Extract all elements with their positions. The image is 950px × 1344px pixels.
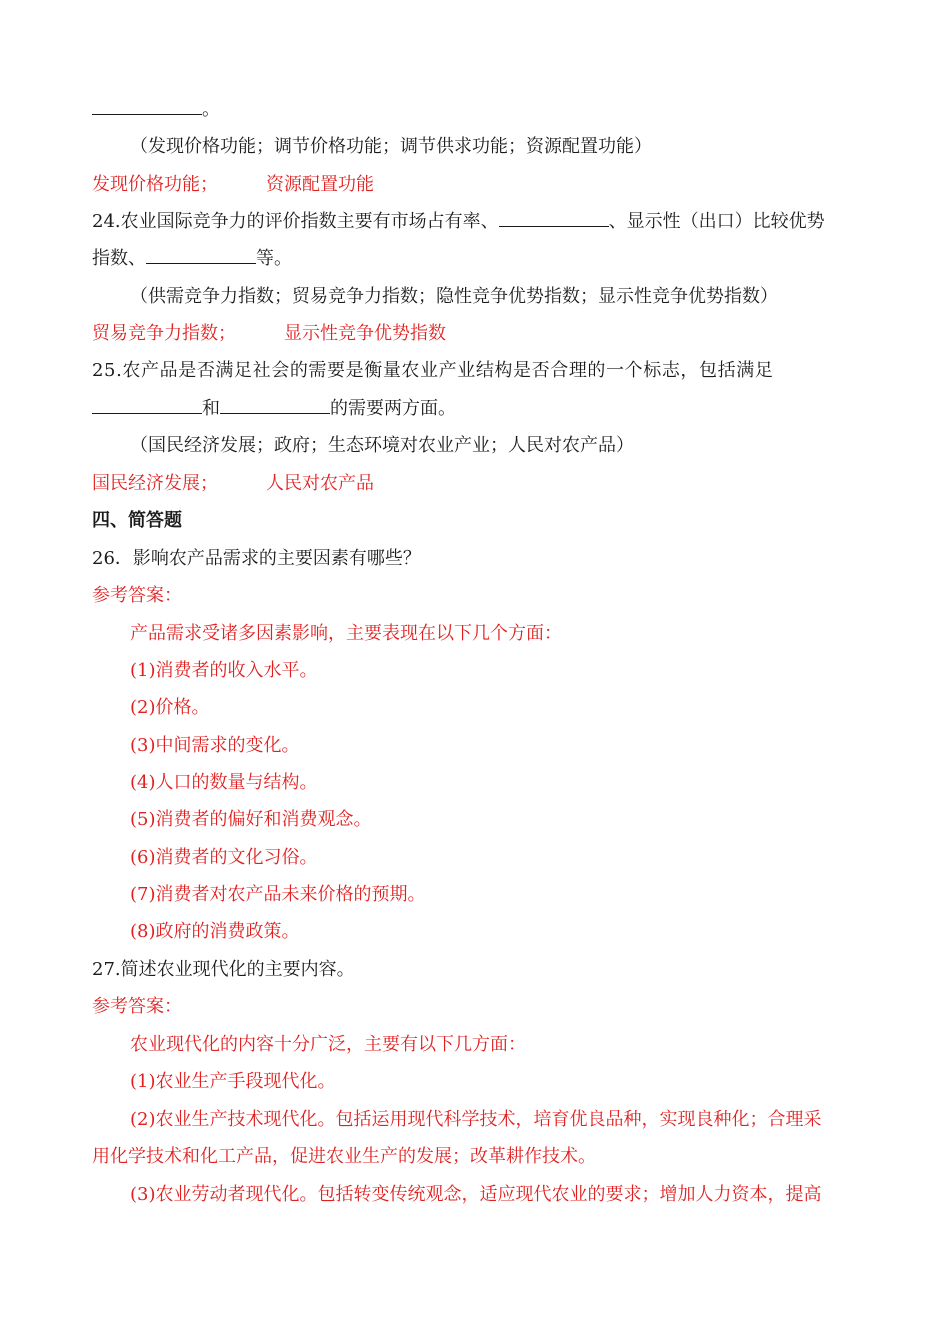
q24-text-b: 、显示性（出口）比较优势 xyxy=(608,211,825,232)
q23-answer xyxy=(92,171,860,199)
q27-ref-label: 参考答案： xyxy=(92,996,182,1017)
q24-line-2 xyxy=(92,245,860,273)
q26-item: (5)消费者的偏好和消费观念。 xyxy=(130,809,372,830)
q24-text-c: 指数、 xyxy=(92,248,146,269)
q24-text-d: 等。 xyxy=(256,248,292,269)
q27-item: (2)农业生产技术现代化。包括运用现代科学技术，培育优良品种，实现良种化；合理采 xyxy=(130,1109,822,1130)
q26-question: 26．影响农产品需求的主要因素有哪些？ xyxy=(92,548,421,569)
answer-1: 发现价格功能； xyxy=(92,174,218,195)
q25-text-a: 和 xyxy=(202,398,220,419)
q26-item: (4)人口的数量与结构。 xyxy=(130,772,318,793)
answer-blank xyxy=(146,245,256,264)
answer-2: 显示性竞争优势指数 xyxy=(284,323,446,344)
q26-ref-label: 参考答案： xyxy=(92,585,182,606)
answer-blank xyxy=(92,96,202,115)
q26-item: (8)政府的消费政策。 xyxy=(130,921,300,942)
q24-line-1 xyxy=(92,208,860,236)
q24-text-a: 24.农业国际竞争力的评价指数主要有市场占有率、 xyxy=(92,211,499,232)
q23-end: 。 xyxy=(202,99,220,120)
q27-item-continued: 用化学技术和化工产品，促进农业生产的发展；改革耕作技术。 xyxy=(92,1146,596,1167)
q27-intro: 农业现代化的内容十分广泛，主要有以下几方面： xyxy=(130,1034,526,1055)
q23-blank-line xyxy=(92,96,860,124)
q25-options: （国民经济发展；政府；生态环境对农业产业；人民对农产品） xyxy=(130,435,634,456)
answer-2: 资源配置功能 xyxy=(266,174,374,195)
q27-item: (1)农业生产手段现代化。 xyxy=(130,1071,336,1092)
q27-question: 27.简述农业现代化的主要内容。 xyxy=(92,959,355,980)
answer-blank xyxy=(499,208,609,227)
q25-line-2 xyxy=(92,395,860,423)
q24-answer xyxy=(92,320,860,348)
answer-1: 国民经济发展； xyxy=(92,473,218,494)
q26-item: (6)消费者的文化习俗。 xyxy=(130,847,318,868)
q26-item: (1)消费者的收入水平。 xyxy=(130,660,318,681)
answer-2: 人民对农产品 xyxy=(266,473,374,494)
q26-item: (2)价格。 xyxy=(130,697,210,718)
q25-line-1: 25.农产品是否满足社会的需要是衡量农业产业结构是否合理的一个标志，包括满足 xyxy=(92,360,774,381)
q27-item: (3)农业劳动者现代化。包括转变传统观念，适应现代农业的要求；增加人力资本，提高 xyxy=(130,1184,822,1205)
answer-blank xyxy=(92,395,202,414)
answer-blank xyxy=(220,395,330,414)
q23-options: （发现价格功能；调节价格功能；调节供求功能；资源配置功能） xyxy=(130,136,652,157)
q25-answer xyxy=(92,470,860,498)
answer-1: 贸易竞争力指数； xyxy=(92,323,236,344)
q26-item: (7)消费者对农产品未来价格的预期。 xyxy=(130,884,426,905)
q26-intro: 产品需求受诸多因素影响，主要表现在以下几个方面： xyxy=(130,623,562,644)
q25-text-b: 的需要两方面。 xyxy=(330,398,456,419)
q26-item: (3)中间需求的变化。 xyxy=(130,735,300,756)
q24-options: （供需竞争力指数；贸易竞争力指数；隐性竞争优势指数；显示性竞争优势指数） xyxy=(130,286,778,307)
section-heading: 四、简答题 xyxy=(92,510,182,531)
